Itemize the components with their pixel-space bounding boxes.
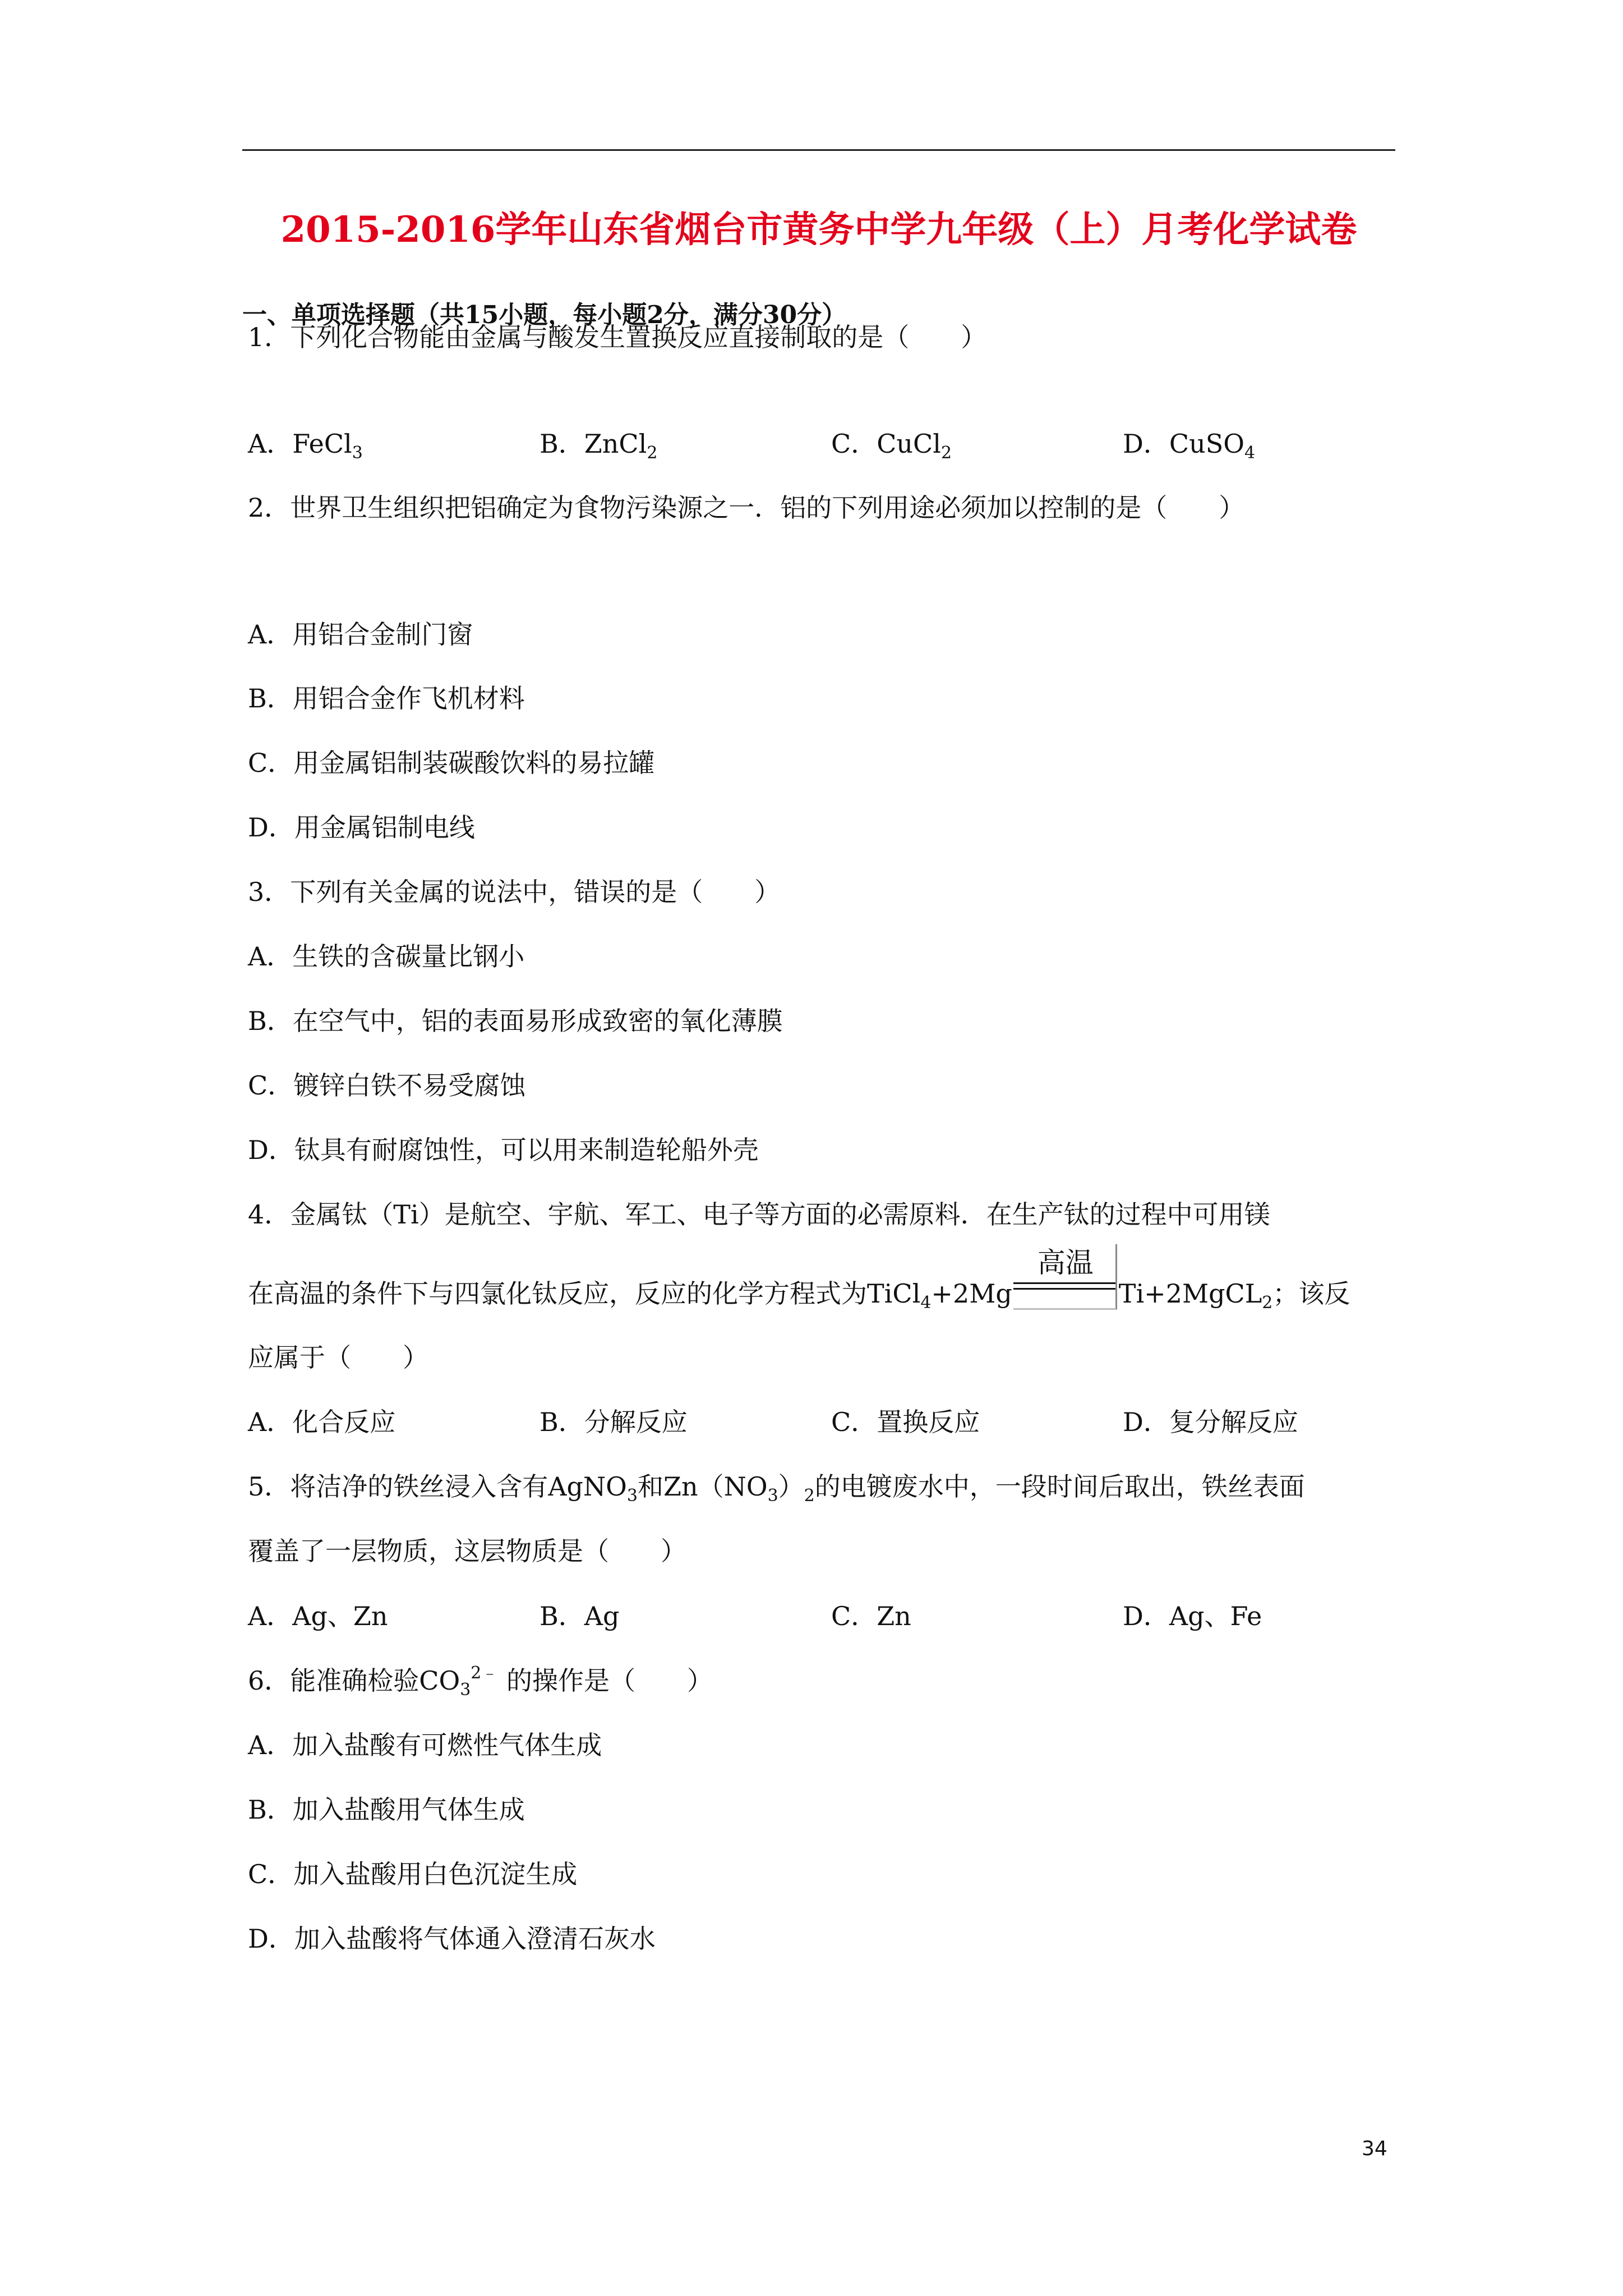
question-3-option-d: D．钛具有耐腐蚀性，可以用来制造轮船外壳 bbox=[248, 1135, 759, 1165]
question-5-option-c: C．Zn bbox=[831, 1601, 911, 1631]
question-2-option-b: B．用铝合金作飞机材料 bbox=[248, 683, 525, 714]
question-4-stem-line-3: 应属于（ ） bbox=[248, 1342, 428, 1373]
question-2-option-d: D．用金属铝制电线 bbox=[248, 812, 475, 843]
question-4-option-a: A．化合反应 bbox=[248, 1407, 396, 1437]
question-4-option-c: C．置换反应 bbox=[831, 1407, 980, 1437]
page-title: 2015-2016学年山东省烟台市黄务中学九年级（上）月考化学试卷 bbox=[280, 209, 1357, 251]
question-6-option-c: C．加入盐酸用白色沉淀生成 bbox=[248, 1859, 578, 1889]
question-4-option-b: B．分解反应 bbox=[540, 1407, 688, 1437]
question-6-stem: 6．能准确检验$CO_3^{2﹣}$ 的操作是（ ） bbox=[248, 1663, 713, 1700]
question-6-option-a: A．加入盐酸有可燃性气体生成 bbox=[248, 1730, 602, 1760]
question-3-option-b: B．在空气中，铝的表面易形成致密的氧化薄膜 bbox=[248, 1006, 783, 1036]
question-1-option-a: A．FeCl$_3$ bbox=[248, 429, 363, 463]
question-2-option-c: C．用金属铝制装碳酸饮料的易拉罐 bbox=[248, 748, 655, 778]
question-3-stem: 3．下列有关金属的说法中，错误的是（ ） bbox=[248, 877, 781, 907]
question-2-option-a: A．用铝合金制门窗 bbox=[248, 619, 473, 650]
question-5-option-b: B．Ag bbox=[540, 1601, 620, 1631]
header-rule bbox=[242, 149, 1395, 151]
question-5-option-d: D．Ag、Fe bbox=[1123, 1601, 1262, 1631]
question-1-stem: 1．下列化合物能由金属与酸发生置换反应直接制取的是（ ） bbox=[248, 322, 987, 352]
question-6-option-d: D．加入盐酸将气体通入澄清石灰水 bbox=[248, 1924, 656, 1954]
reaction-condition: 高温 bbox=[1013, 1273, 1118, 1307]
question-4-stem-line-1: 4．金属钛（Ti）是航空、宇航、军工、电子等方面的必需原料．在生产钛的过程中可用镁 bbox=[248, 1199, 1270, 1230]
question-1-option-b: B．ZnCl$_2$ bbox=[540, 429, 658, 463]
question-3-option-a: A．生铁的含碳量比钢小 bbox=[248, 941, 525, 972]
question-5-stem-line-2: 覆盖了一层物质，这层物质是（ ） bbox=[248, 1536, 686, 1566]
question-1-option-c: C．CuCl$_2$ bbox=[831, 429, 952, 463]
question-1-option-d: D．CuSO$_4$ bbox=[1123, 429, 1256, 463]
question-5-option-a: A．Ag、Zn bbox=[248, 1601, 388, 1631]
section-heading: 一、单项选择题（共15小题，每小题2分，满分30分） bbox=[242, 301, 847, 329]
question-5-stem-line-1: 5．将洁净的铁丝浸入含有AgNO$_3$和$Zn(NO_3)_2$的电镀废水中，一段时间后取出，铁丝表面 bbox=[248, 1471, 1305, 1506]
question-2-stem: 2．世界卫生组织把铝确定为食物污染源之一．铝的下列用途必须加以控制的是（ ） bbox=[248, 493, 1245, 523]
question-4-stem-line-2: 在高温的条件下与四氯化钛反应，反应的化学方程式为TiCl$_4$+2Mg 高温 Ti+2MgCL$_2$；该反 bbox=[248, 1273, 1350, 1307]
question-4-option-d: D．复分解反应 bbox=[1123, 1407, 1298, 1437]
question-6-option-b: B．加入盐酸用气体生成 bbox=[248, 1795, 525, 1825]
question-3-option-c: C．镀锌白铁不易受腐蚀 bbox=[248, 1070, 526, 1101]
page-number: 34 bbox=[1362, 2137, 1387, 2160]
